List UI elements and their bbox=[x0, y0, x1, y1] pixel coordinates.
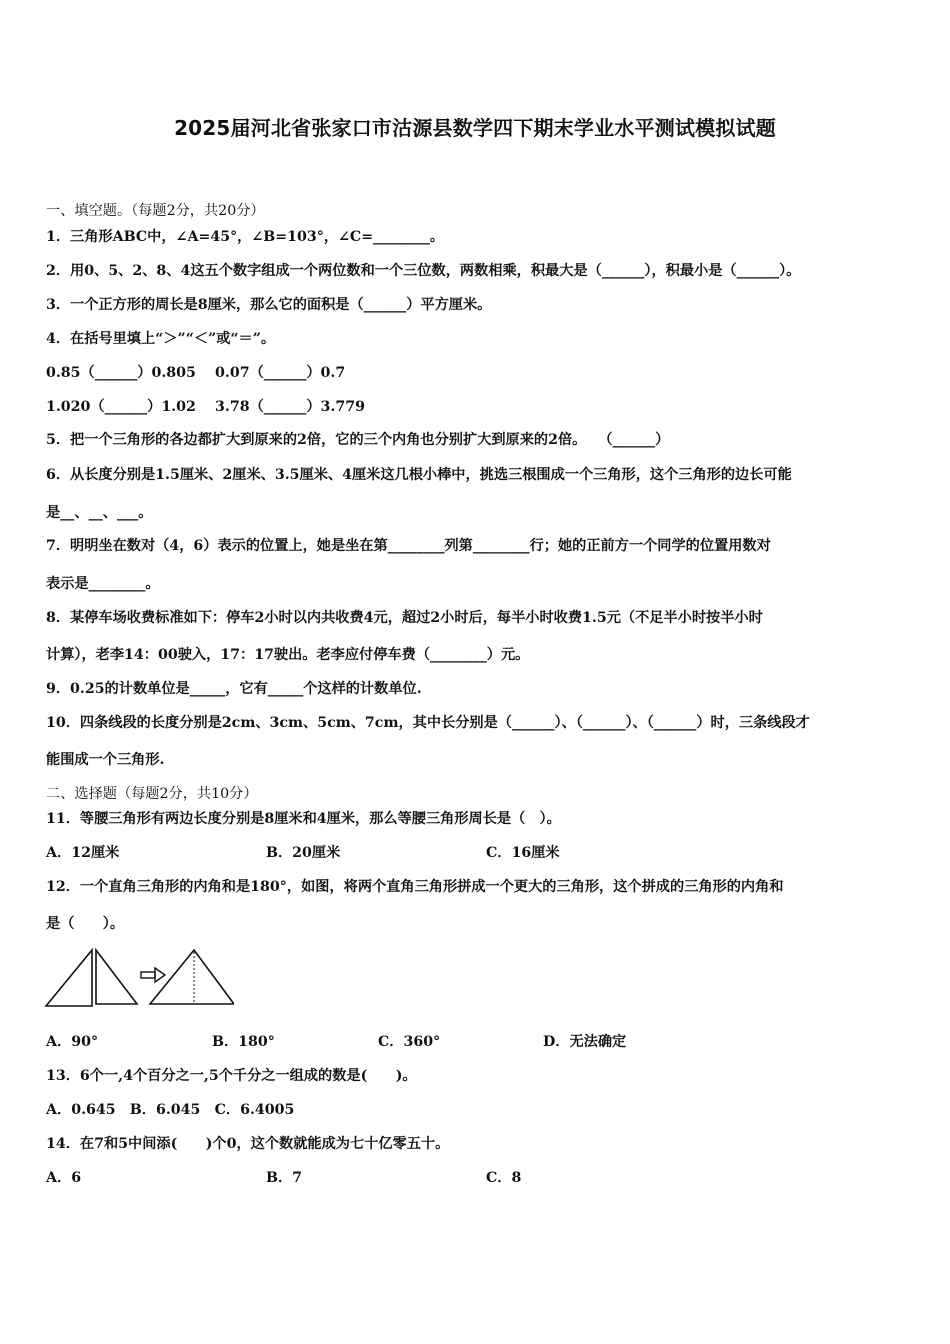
question-14: 14．在7和5中间添( )个0，这个数就能成为七十亿零五十。 bbox=[46, 1136, 450, 1152]
page-title: 2025届河北省张家口市沽源县数学四下期末学业水平测试模拟试题 bbox=[174, 116, 776, 140]
section-heading-fill-blank: 一、填空题。（每题2分，共20分） bbox=[46, 203, 265, 219]
question-3: 3．一个正方形的周长是8厘米，那么它的面积是（______）平方厘米。 bbox=[46, 297, 492, 313]
question-14-option-c: C．8 bbox=[486, 1170, 522, 1186]
question-5: 5．把一个三角形的各边都扩大到原来的2倍，它的三个内角也分别扩大到原来的2倍。 （______） bbox=[46, 432, 670, 448]
question-12-line-2: 是（ ）。 bbox=[46, 916, 125, 932]
arrow-icon bbox=[141, 968, 165, 982]
question-10-line-1: 10．四条线段的长度分别是2cm、3cm、5cm、7cm，其中长分别是（______）、（______）、（______）时，三条线段才 bbox=[46, 715, 810, 731]
question-4-row-b: 1.020（______）1.02 3.78（______）3.779 bbox=[46, 399, 365, 415]
question-11: 11．等腰三角形有两边长度分别是8厘米和4厘米，那么等腰三角形周长是（ ）。 bbox=[46, 811, 561, 827]
question-6-line-2: 是__、__、___。 bbox=[46, 505, 153, 521]
question-7-line-1: 7．明明坐在数对（4，6）表示的位置上，她是坐在第________列第________行；她的正前方一个同学的位置用数对 bbox=[46, 538, 771, 554]
question-8-line-1: 8．某停车场收费标准如下：停车2小时以内共收费4元，超过2小时后，每半小时收费1.5元（不足半小时按半小时 bbox=[46, 610, 763, 626]
question-11-option-a: A．12厘米 bbox=[46, 845, 120, 861]
section-heading-multiple-choice: 二、选择题（每题2分，共10分） bbox=[46, 786, 258, 802]
triangle-figure bbox=[44, 946, 234, 1010]
question-14-option-a: A．6 bbox=[46, 1170, 82, 1186]
question-11-option-c: C．16厘米 bbox=[486, 845, 560, 861]
question-4: 4．在括号里填上“＞”“＜”或“＝”。 bbox=[46, 331, 276, 347]
question-12-option-d: D．无法确定 bbox=[543, 1034, 627, 1050]
question-9: 9．0.25的计数单位是_____，它有_____个这样的计数单位. bbox=[46, 681, 422, 697]
question-7-line-2: 表示是________。 bbox=[46, 576, 160, 592]
two-right-triangles bbox=[46, 950, 137, 1006]
question-12-option-b: B．180° bbox=[212, 1034, 275, 1050]
right-right-triangle bbox=[96, 950, 137, 1004]
question-10-line-2: 能围成一个三角形. bbox=[46, 752, 165, 768]
question-11-option-b: B．20厘米 bbox=[266, 845, 341, 861]
question-6-line-1: 6．从长度分别是1.5厘米、2厘米、3.5厘米、4厘米这几根小棒中，挑选三根围成一个三角形，这个三角形的边长可能 bbox=[46, 467, 792, 483]
question-13: 13．6个一,4个百分之一,5个千分之一组成的数是( )。 bbox=[46, 1068, 417, 1084]
question-1: 1．三角形ABC中，∠A=45°，∠B=103°，∠C=________。 bbox=[46, 229, 445, 245]
question-12-line-1: 12．一个直角三角形的内角和是180°，如图，将两个直角三角形拼成一个更大的三角形，这个拼成的三角形的内角和 bbox=[46, 879, 784, 895]
question-14-option-b: B．7 bbox=[266, 1170, 303, 1186]
left-right-triangle bbox=[46, 950, 92, 1006]
question-12-option-a: A．90° bbox=[46, 1034, 99, 1050]
question-2: 2．用0、5、2、8、4这五个数字组成一个两位数和一个三位数，两数相乘，积最大是（______），积最小是（______）。 bbox=[46, 263, 801, 279]
question-8-line-2: 计算），老李14：00驶入，17：17驶出。老李应付停车费（________）元。 bbox=[46, 647, 530, 663]
question-13-options: A．0.645 B．6.045 C．6.4005 bbox=[46, 1102, 295, 1118]
question-12-option-c: C．360° bbox=[378, 1034, 441, 1050]
question-4-row-a: 0.85（______）0.805 0.07（______）0.7 bbox=[46, 365, 346, 381]
